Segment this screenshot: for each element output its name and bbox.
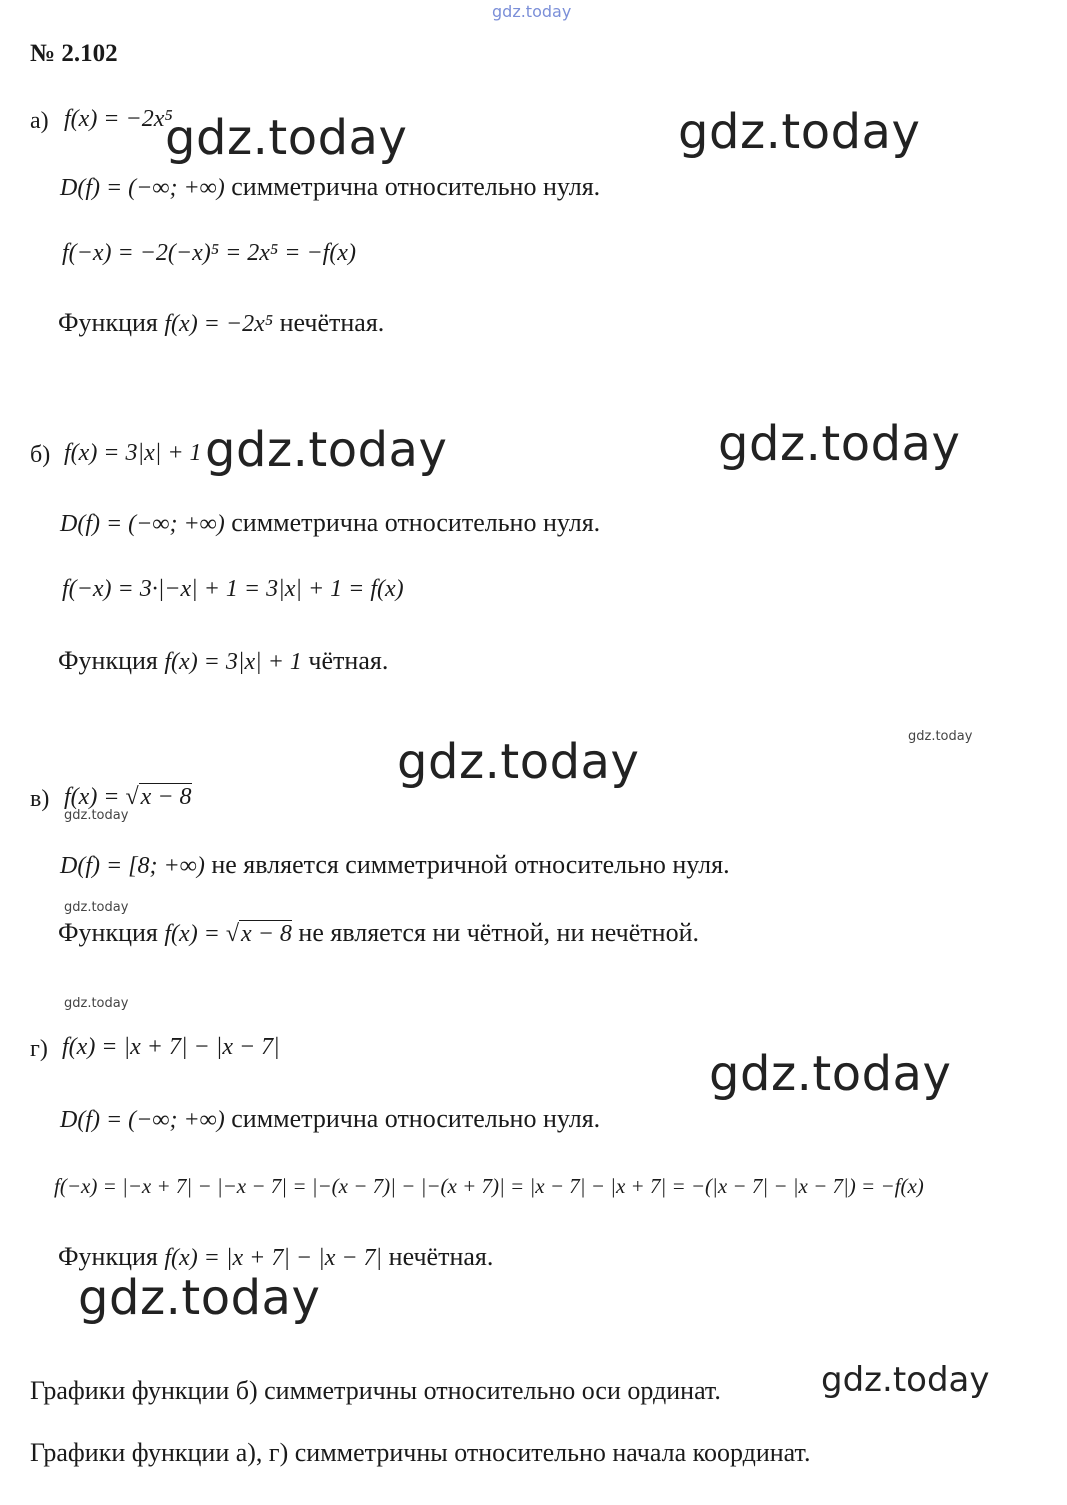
- watermark: gdz.today: [709, 1046, 952, 1102]
- part-b-domain-math: D(f) = (−∞; +∞): [60, 511, 225, 537]
- part-b-conclusion: [58, 646, 388, 676]
- part-b-label: б): [30, 442, 51, 468]
- part-g-check: f(−x) = |−x + 7| − |−x − 7| = |−(x − 7)| − |−(x + 7)| = |x − 7| − |x + 7| = −(|x − 7| − |x − 7|) = −f(x): [54, 1174, 924, 1198]
- part-v-conclusion-radicand: x − 8: [241, 921, 292, 947]
- part-b-domain: [60, 508, 600, 538]
- summary-line-1: Графики функции б) симметричны относительно оси ординат.: [30, 1376, 721, 1405]
- part-a-check: f(−x) = −2(−x)⁵ = 2x⁵ = −f(x): [62, 240, 356, 266]
- sqrt-icon: √: [225, 921, 240, 947]
- part-g-function: f(x) = |x + 7| − |x − 7|: [62, 1034, 280, 1060]
- watermark: gdz.today: [397, 734, 640, 790]
- watermark: gdz.today: [64, 900, 129, 915]
- part-v-label: в): [30, 786, 50, 812]
- part-v-domain-text: не является симметричной относительно нуля.: [211, 850, 730, 879]
- site-watermark-top: gdz.today: [492, 2, 572, 21]
- part-b-conclusion-text: чётная.: [308, 646, 389, 675]
- part-a-conclusion-text: нечётная.: [279, 308, 385, 337]
- part-v-function: [64, 784, 192, 811]
- watermark: gdz.today: [78, 1270, 321, 1326]
- part-v-domain: [60, 850, 730, 880]
- summary-line-2: Графики функции а), г) симметричны относительно начала координат.: [30, 1438, 811, 1467]
- part-b-conclusion-word: Функция: [58, 646, 158, 675]
- problem-number: № 2.102: [30, 40, 118, 67]
- part-a-domain: [60, 172, 600, 202]
- part-g-conclusion-word: Функция: [58, 1242, 158, 1271]
- part-b-conclusion-math: f(x) = 3|x| + 1: [164, 649, 302, 675]
- part-v-conclusion-word: Функция: [58, 918, 158, 947]
- part-a-domain-math: D(f) = (−∞; +∞): [60, 175, 225, 201]
- part-v-function-left: f(x) =: [64, 784, 126, 810]
- part-a-domain-text: симметрична относительно нуля.: [231, 172, 601, 201]
- part-v-conclusion-text: не является ни чётной, ни нечётной.: [298, 918, 699, 947]
- part-a-conclusion: [58, 308, 384, 338]
- part-a-conclusion-word: Функция: [58, 308, 158, 337]
- part-v-conclusion: [58, 918, 699, 948]
- part-g-label: г): [30, 1036, 48, 1062]
- part-g-conclusion: [58, 1242, 493, 1272]
- watermark: gdz.today: [908, 729, 973, 744]
- part-a-label: а): [30, 108, 49, 134]
- part-g-domain: [60, 1104, 600, 1134]
- part-g-domain-text: симметрична относительно нуля.: [231, 1104, 601, 1133]
- watermark: gdz.today: [718, 416, 961, 472]
- part-g-domain-math: D(f) = (−∞; +∞): [60, 1107, 225, 1133]
- part-v-radicand: x − 8: [140, 784, 192, 810]
- watermark: gdz.today: [678, 104, 921, 160]
- part-b-domain-text: симметрична относительно нуля.: [231, 508, 601, 537]
- sqrt-icon: √: [125, 784, 139, 810]
- watermark: gdz.today: [64, 808, 129, 823]
- part-b-check: f(−x) = 3·|−x| + 1 = 3|x| + 1 = f(x): [62, 576, 404, 602]
- part-a-function: f(x) = −2x⁵: [64, 106, 173, 132]
- watermark: gdz.today: [64, 996, 129, 1011]
- watermark: gdz.today: [165, 110, 408, 166]
- part-v-conclusion-left: f(x) =: [164, 921, 226, 947]
- watermark: gdz.today: [205, 422, 448, 478]
- part-v-domain-math: D(f) = [8; +∞): [60, 853, 205, 879]
- watermark: gdz.today: [821, 1360, 990, 1400]
- part-b-function: f(x) = 3|x| + 1: [64, 440, 202, 466]
- part-a-conclusion-math: f(x) = −2x⁵: [164, 311, 274, 337]
- part-g-conclusion-math: f(x) = |x + 7| − |x − 7|: [164, 1245, 383, 1271]
- part-g-conclusion-text: нечётная.: [388, 1242, 494, 1271]
